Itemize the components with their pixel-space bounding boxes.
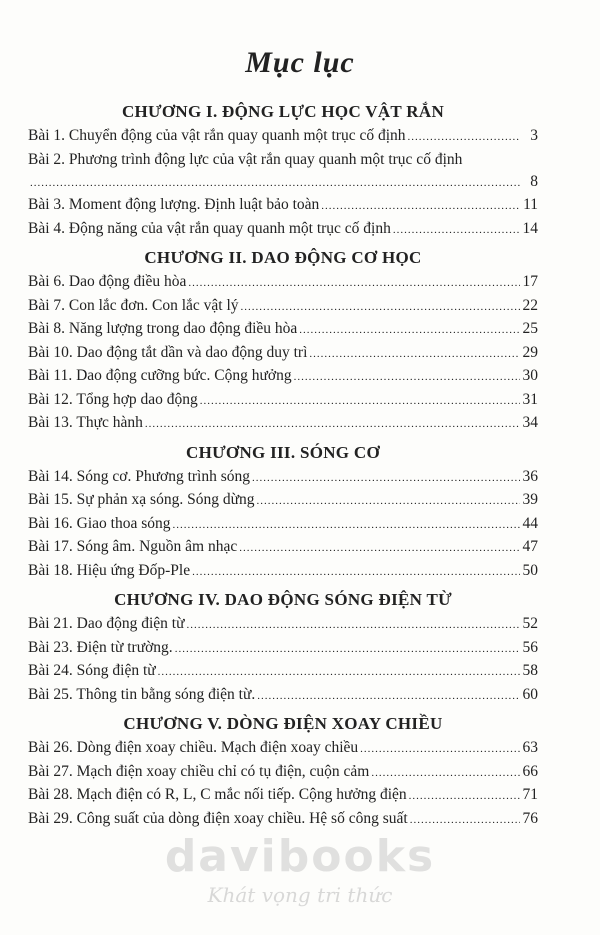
toc-entry[interactable]: [28, 124, 538, 148]
watermark: [0, 831, 600, 907]
entry-title: Bài 11. Dao động cưỡng bức. Cộng hưởng: [28, 367, 292, 384]
toc-entry[interactable]: [28, 465, 538, 489]
toc-entry[interactable]: [28, 659, 538, 683]
entry-page: 8: [530, 172, 538, 190]
toc-entry[interactable]: [28, 294, 538, 318]
entry-title: Bài 21. Dao động điện từ: [28, 615, 185, 632]
entry-title: Bài 6. Dao động điều hòa: [28, 273, 187, 290]
leader-dots: [409, 785, 520, 809]
entry-page: 60: [522, 685, 538, 703]
entry-page: 14: [522, 219, 538, 237]
toc-entry[interactable]: [28, 760, 538, 784]
watermark-logo-text: davibooks: [164, 831, 436, 882]
toc-entry[interactable]: [28, 270, 538, 294]
toc-entry[interactable]: [28, 783, 538, 807]
entry-page: 31: [522, 390, 538, 408]
toc-entry-continuation[interactable]: [28, 170, 538, 194]
chapter-5: [28, 712, 538, 830]
entry-page: 29: [522, 343, 538, 361]
entry-page: 3: [530, 127, 538, 144]
toc-entry[interactable]: [28, 217, 538, 241]
entry-title: Bài 25. Thông tin bằng sóng điện từ.: [28, 685, 256, 703]
entry-title: Bài 14. Sóng cơ. Phương trình sóng: [28, 467, 250, 485]
entry-page: 47: [522, 538, 538, 555]
entry-title: Bài 29. Công suất của dòng điện xoay chiều. Hệ số công suất: [28, 809, 408, 827]
entry-title: Bài 28. Mạch điện có R, L, C mắc nối tiếp. Cộng hưởng điện: [28, 786, 407, 803]
entry-page: 30: [522, 367, 538, 384]
toc-entry[interactable]: [28, 512, 538, 536]
toc-entry[interactable]: [28, 388, 538, 412]
leader-dots: [158, 661, 520, 685]
toc-entry[interactable]: [28, 807, 538, 831]
entry-title: Bài 27. Mạch điện xoay chiều chỉ có tụ điện, cuộn cảm: [28, 762, 370, 780]
entry-title: Bài 1. Chuyển động của vật rắn quay quanh một trục cố định: [28, 127, 406, 144]
leader-dots: [408, 126, 520, 150]
toc-entry[interactable]: [28, 364, 538, 388]
leader-dots: [241, 296, 520, 320]
entry-title: Bài 17. Sóng âm. Nguồn âm nhạc: [28, 538, 238, 555]
entry-page: 11: [523, 196, 538, 213]
table-of-contents: [28, 100, 538, 830]
entry-page: 36: [522, 467, 538, 485]
leader-dots: [239, 537, 520, 561]
toc-entry[interactable]: [28, 411, 538, 435]
entry-title: Bài 15. Sự phản xạ sóng. Sóng dừng: [28, 491, 255, 508]
toc-entry[interactable]: [28, 683, 538, 707]
toc-entry-wrapped[interactable]: [28, 148, 538, 170]
entry-page: 76: [522, 809, 538, 827]
leader-dots: [410, 809, 520, 833]
entry-title: Bài 7. Con lắc đơn. Con lắc vật lý: [28, 296, 239, 314]
entry-title: Bài 26. Dòng điện xoay chiều. Mạch điện xoay chiều: [28, 739, 359, 756]
chapter-1: [28, 100, 538, 240]
leader-dots: [371, 762, 520, 786]
chapter-title: CHƯƠNG III. SÓNG CƠ: [186, 442, 380, 462]
entry-page: 25: [522, 320, 538, 337]
chapter-3: [28, 441, 538, 583]
chapter-title: CHƯƠNG V. DÒNG ĐIỆN XOAY CHIỀU: [123, 714, 443, 733]
toc-entry[interactable]: [28, 535, 538, 559]
leader-dots: [188, 272, 520, 296]
entry-page: 50: [522, 561, 538, 579]
toc-entry[interactable]: [28, 636, 538, 660]
toc-entry[interactable]: [28, 193, 538, 217]
leader-dots: [299, 319, 520, 343]
chapter-title: CHƯƠNG II. DAO ĐỘNG CƠ HỌC: [144, 248, 422, 267]
entry-title: Bài 10. Dao động tắt dần và dao động duy trì: [28, 343, 308, 361]
leader-dots: [294, 366, 520, 390]
toc-entry[interactable]: [28, 559, 538, 583]
toc-entry[interactable]: [28, 612, 538, 636]
page-title: Mục lục: [245, 46, 355, 79]
entry-page: 17: [522, 273, 538, 290]
toc-entry[interactable]: [28, 341, 538, 365]
entry-title: Bài 23. Điện từ trường.: [28, 638, 173, 656]
entry-title: Bài 8. Năng lượng trong dao động điều hòa: [28, 320, 298, 337]
chapter-2: [28, 246, 538, 435]
entry-title: Bài 24. Sóng điện từ: [28, 662, 156, 679]
entry-page: 66: [522, 762, 538, 780]
entry-page: 22: [522, 296, 538, 314]
chapter-title: CHƯƠNG I. ĐỘNG LỰC HỌC VẬT RẮN: [121, 102, 445, 121]
entry-page: 71: [522, 786, 538, 803]
leader-dots: [309, 343, 520, 367]
leader-dots: [175, 638, 520, 662]
entry-title: Bài 16. Giao thoa sóng: [28, 514, 171, 532]
leader-dots: [145, 413, 520, 437]
entry-title: Bài 2. Phương trình động lực của vật rắn quay quanh một trục cố định: [28, 150, 463, 168]
leader-dots: [257, 685, 520, 709]
toc-entry[interactable]: [28, 317, 538, 341]
entry-page: 44: [522, 514, 538, 532]
leader-dots: [200, 390, 520, 414]
entry-title: Bài 13. Thực hành: [28, 414, 143, 431]
entry-page: 34: [522, 414, 538, 431]
leader-dots: [360, 738, 520, 762]
entry-page: 58: [522, 662, 538, 679]
leader-dots: [393, 219, 520, 243]
entry-page: 39: [522, 491, 538, 508]
chapter-4: [28, 588, 538, 706]
entry-title: Bài 12. Tổng hợp dao động: [28, 390, 198, 408]
entry-page: 63: [522, 739, 538, 756]
entry-title: Bài 4. Động năng của vật rắn quay quanh một trục cố định: [28, 219, 391, 237]
entry-page: 52: [522, 615, 538, 632]
toc-entry[interactable]: [28, 736, 538, 760]
toc-entry[interactable]: [28, 488, 538, 512]
entry-title: Bài 18. Hiệu ứng Đốp-Ple: [28, 561, 191, 579]
entry-title: Bài 3. Moment động lượng. Định luật bảo toàn: [28, 196, 320, 213]
leader-dots: [173, 514, 521, 538]
watermark-slogan: Khát vọng tri thức: [207, 883, 393, 907]
chapter-title: CHƯƠNG IV. DAO ĐỘNG SÓNG ĐIỆN TỪ: [114, 590, 452, 609]
leader-dots: [321, 195, 520, 219]
entry-page: 56: [522, 638, 538, 656]
leader-dots: [30, 172, 520, 196]
leader-dots: [256, 490, 520, 514]
leader-dots: [192, 561, 520, 585]
leader-dots: [187, 614, 521, 638]
leader-dots: [252, 467, 520, 491]
